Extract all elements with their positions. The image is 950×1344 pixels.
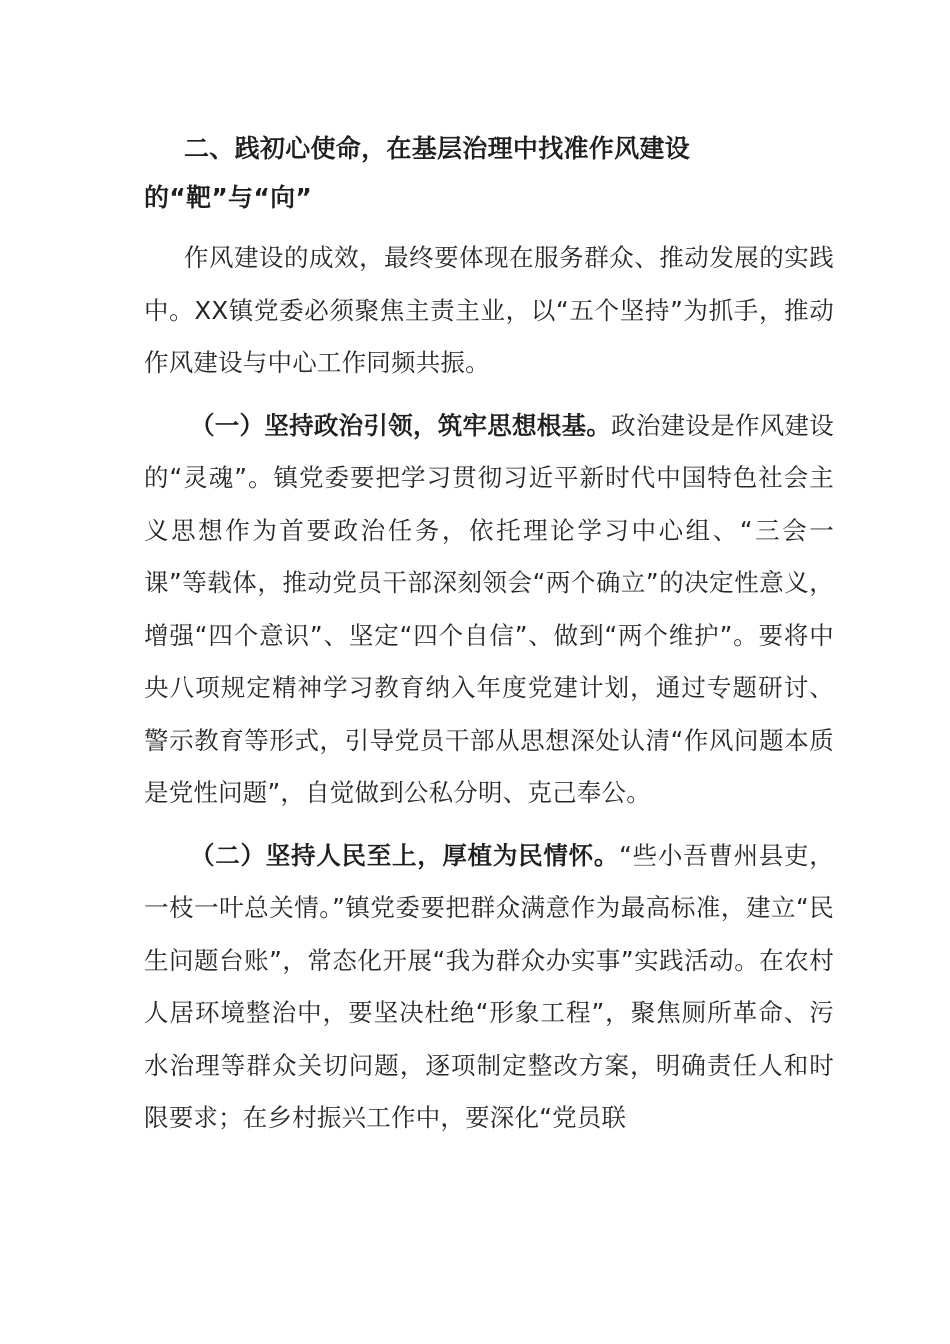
section-1-lead: （一）坚持政治引领，筑牢思想根基。: [190, 410, 612, 440]
section-1-body: 政治建设是作风建设的“灵魂”。镇党委要把学习贯彻习近平新时代中国特色社会主义思想作为首要政治任务，依托理论学习中心组、“三会一课”等载体，推动党员干部深刻领会“两个确立”的决定性意义，增强“四个意识”、坚定“四个自信”、做到“两个维护”。要将中央八项规定精神学习教育纳入年度党建计划，通过专题研讨、警示教育等形式，引导党员干部从思想深处认清“作风问题本质是党性问题”，自觉做到公私分明、克己奉公。: [144, 410, 834, 807]
section-2-paragraph: [144, 830, 834, 1145]
intro-paragraph: 作风建设的成效，最终要体现在服务群众、推动发展的实践中。XX镇党委必须聚焦主责主业，以“五个坚持”为抓手，推动作风建设与中心工作同频共振。: [144, 243, 834, 377]
section-1-paragraph: [144, 400, 834, 820]
section-2-body: “些小吾曹州县吏，一枝一叶总关情。”镇党委要把群众满意作为最高标准，建立“民生问题台账”，常态化开展“我为群众办实事”实践活动。在农村人居环境整治中，要坚决杜绝“形象工程”，聚焦厕所革命、污水治理等群众关切问题，逐项制定整改方案，明确责任人和时限要求；在乡村振兴工作中，要深化“党员联: [144, 840, 834, 1132]
document-page: [144, 124, 834, 1155]
section-heading: 二、践初心使命，在基层治理中找准作风建设的“靶”与“向”: [144, 134, 691, 212]
section-2-lead: （二）坚持人民至上，厚植为民情怀。: [190, 840, 620, 870]
